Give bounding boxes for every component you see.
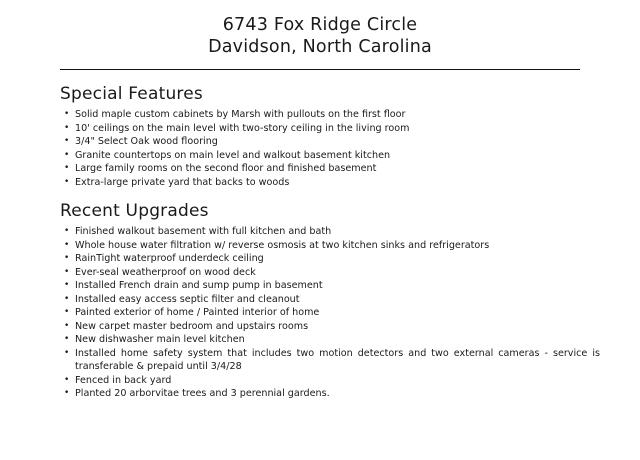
bullet-icon: •	[64, 109, 70, 119]
list-item	[60, 225, 600, 239]
bullet-icon: •	[64, 122, 70, 133]
special-features-section	[60, 84, 600, 189]
recent-upgrades-section	[60, 201, 600, 401]
list-item	[60, 293, 600, 307]
list-item	[60, 306, 600, 320]
list-item	[60, 279, 600, 293]
address-street: 6743 Fox Ridge Circle	[222, 15, 418, 35]
list-item	[60, 320, 600, 334]
list-item-text: Granite countertops on main level and walkout basement kitchen	[75, 149, 391, 161]
bullet-icon: •	[64, 307, 70, 317]
list-item	[60, 387, 600, 401]
list-item	[60, 333, 600, 347]
list-item	[60, 135, 600, 149]
special-features-title: Special Features	[60, 84, 203, 104]
address-city-state: Davidson, North Carolina	[208, 37, 432, 57]
list-item	[60, 374, 600, 388]
list-item-text: Large family rooms on the second floor and finished basement	[75, 163, 377, 174]
list-item	[60, 266, 600, 280]
bullet-icon: •	[64, 334, 70, 344]
list-item	[60, 239, 600, 253]
bullet-icon: •	[64, 266, 70, 277]
bullet-icon: •	[64, 293, 70, 304]
list-item	[60, 347, 600, 374]
list-item-text: RainTight waterproof underdeck ceiling	[75, 253, 264, 264]
bullet-icon: •	[64, 163, 70, 173]
bullet-icon: •	[64, 280, 70, 290]
bullet-icon: •	[64, 239, 70, 250]
list-item	[60, 176, 600, 190]
list-item-text: Installed home safety system that includes two motion detectors and two external cameras - service is transferable & prepaid until 3/4/28	[75, 347, 600, 372]
list-item-text: New carpet master bedroom and upstairs rooms	[75, 320, 309, 332]
list-item	[60, 162, 600, 176]
list-item-text: Planted 20 arborvitae trees and 3 perennial gardens.	[75, 388, 330, 399]
recent-upgrades-list	[60, 225, 600, 401]
bullet-icon: •	[64, 149, 70, 160]
property-address-header	[0, 14, 640, 58]
list-item-text: Painted exterior of home / Painted interior of home	[75, 307, 320, 318]
list-item-text: Solid maple custom cabinets by Marsh with pullouts on the first floor	[75, 109, 406, 120]
list-item-text: Whole house water filtration w/ reverse osmosis at two kitchen sinks and refrigerators	[75, 239, 490, 251]
bullet-icon: •	[64, 136, 70, 146]
list-item-text: Ever-seal weatherproof on wood deck	[75, 266, 256, 278]
bullet-icon: •	[64, 347, 70, 358]
list-item-text: 3/4" Select Oak wood flooring	[75, 136, 218, 147]
bullet-icon: •	[64, 320, 70, 331]
list-item-text: Installed easy access septic filter and cleanout	[75, 293, 300, 305]
list-item	[60, 252, 600, 266]
bullet-icon: •	[64, 374, 70, 385]
list-item	[60, 122, 600, 136]
recent-upgrades-title: Recent Upgrades	[60, 201, 209, 221]
bullet-icon: •	[64, 253, 70, 263]
list-item	[60, 108, 600, 122]
list-item-text: New dishwasher main level kitchen	[75, 334, 245, 345]
list-item	[60, 149, 600, 163]
list-item-text: Fenced in back yard	[75, 374, 172, 386]
bullet-icon: •	[64, 176, 70, 187]
list-item-text: Finished walkout basement with full kitchen and bath	[75, 226, 332, 237]
header-divider	[60, 69, 580, 70]
list-item-text: Extra-large private yard that backs to woods	[75, 176, 290, 188]
special-features-list	[60, 108, 600, 189]
bullet-icon: •	[64, 226, 70, 236]
list-item-text: 10' ceilings on the main level with two-story ceiling in the living room	[75, 122, 410, 134]
bullet-icon: •	[64, 388, 70, 398]
list-item-text: Installed French drain and sump pump in basement	[75, 280, 323, 291]
